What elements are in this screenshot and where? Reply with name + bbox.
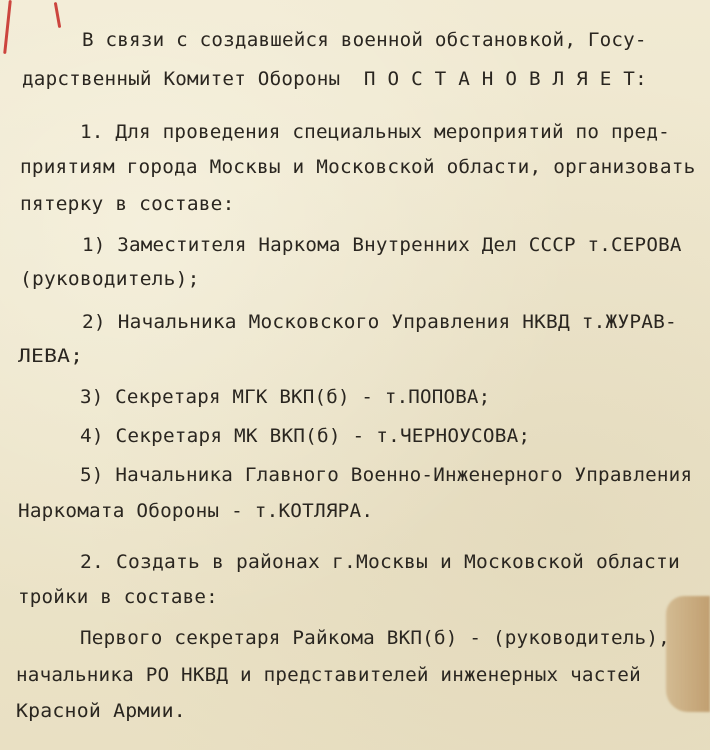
paper-stain bbox=[666, 596, 710, 712]
text-line: 5) Начальника Главного Военно-Инженерного Управления bbox=[80, 464, 693, 486]
text-line: 1. Для проведения специальных мероприятий по пред- bbox=[80, 121, 670, 143]
red-pencil-mark bbox=[3, 0, 12, 54]
text-line: ЛЕВА; bbox=[18, 345, 84, 367]
text-line: Красной Армии. bbox=[16, 700, 186, 722]
text-line: пятерку в составе: bbox=[20, 193, 235, 215]
text-line: приятиям города Москвы и Московской области, организовать bbox=[20, 156, 696, 178]
red-pencil-mark bbox=[54, 2, 61, 28]
text-line: Первого секретаря Райкома ВКП(б) - (руководитель), bbox=[80, 627, 670, 649]
text-line: В связи с создавшейся военной обстановкой, Госу- bbox=[82, 29, 647, 51]
text-line: Наркомата Обороны - т.КОТЛЯРА. bbox=[18, 500, 374, 522]
text-line: 2) Начальника Московского Управления НКВД т.ЖУРАВ- bbox=[82, 311, 677, 333]
text-line: дарственный Комитет Обороны П О С Т А Н О В Л Я Е Т: bbox=[22, 68, 647, 90]
text-line: 1) Заместителя Наркома Внутренних Дел СССР т.СЕРОВА bbox=[82, 234, 682, 256]
text-line: тройки в составе: bbox=[18, 586, 218, 608]
text-line: (руководитель); bbox=[20, 268, 200, 290]
text-line: начальника РО НКВД и представителей инженерных частей bbox=[16, 664, 641, 686]
text-line: 4) Секретаря МК ВКП(б) - т.ЧЕРНОУСОВА; bbox=[80, 425, 531, 447]
text-line: 2. Создать в районах г.Москвы и Московской области bbox=[80, 551, 680, 573]
text-line: 3) Секретаря МГК ВКП(б) - т.ПОПОВА; bbox=[80, 386, 491, 408]
